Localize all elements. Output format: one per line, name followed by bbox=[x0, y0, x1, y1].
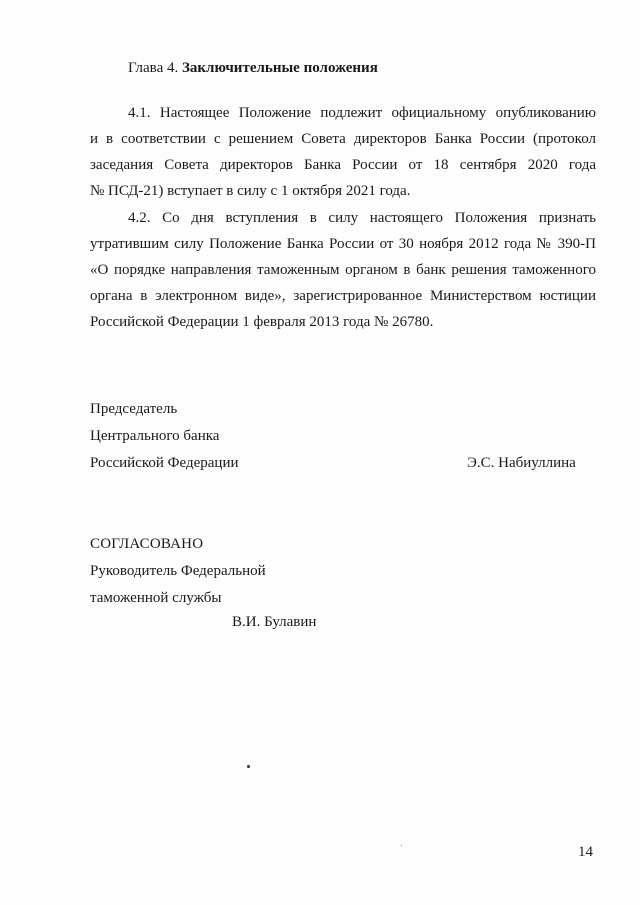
paragraph-line: Российской Федерации 1 февраля 2013 года № 26780. bbox=[90, 314, 434, 330]
chapter-title: Заключительные положения bbox=[181, 60, 378, 76]
chapter-number: Глава 4. bbox=[128, 60, 179, 76]
paragraph-line: «О порядке направления таможенным органом в банк решения таможенного bbox=[90, 262, 596, 278]
paragraph-4-2 bbox=[90, 205, 596, 335]
chairman-title-line: Российской Федерации bbox=[90, 455, 239, 471]
agreement-heading: СОГЛАСОВАНО bbox=[90, 536, 204, 552]
chapter-heading bbox=[128, 58, 378, 78]
chairman-title-line: Центрального банка bbox=[90, 428, 220, 444]
chairman-name: Э.С. Набиуллина bbox=[467, 455, 576, 471]
paragraph-line: заседания Совета директоров Банка России от 18 сентября 2020 года bbox=[90, 157, 596, 173]
paragraph-line: и в соответствии с решением Совета директоров Банка России (протокол bbox=[90, 131, 596, 147]
scan-speck bbox=[247, 765, 250, 768]
page-number: 14 bbox=[578, 844, 593, 860]
agreement-name: В.И. Булавин bbox=[232, 614, 317, 630]
paragraph-line: утратившим силу Положение Банка России от 30 ноября 2012 года № 390-П bbox=[90, 236, 596, 252]
chairman-title-line: Председатель bbox=[90, 401, 178, 417]
paragraph-line: № ПСД-21) вступает в силу с 1 октября 2021 года. bbox=[90, 183, 411, 199]
paragraph-4-1 bbox=[90, 100, 596, 204]
paragraph-line: органа в электронном виде», зарегистрированное Министерством юстиции bbox=[90, 288, 596, 304]
scan-speck bbox=[401, 845, 402, 846]
agreement-title-line: таможенной службы bbox=[90, 590, 222, 606]
paragraph-line: 4.1. Настоящее Положение подлежит официальному опубликованию bbox=[128, 105, 596, 121]
agreement-title-line: Руководитель Федеральной bbox=[90, 563, 266, 579]
chairman-signature-block bbox=[90, 399, 239, 480]
paragraph-line: 4.2. Со дня вступления в силу настоящего Положения признать bbox=[128, 210, 596, 226]
agreement-block bbox=[90, 534, 266, 615]
